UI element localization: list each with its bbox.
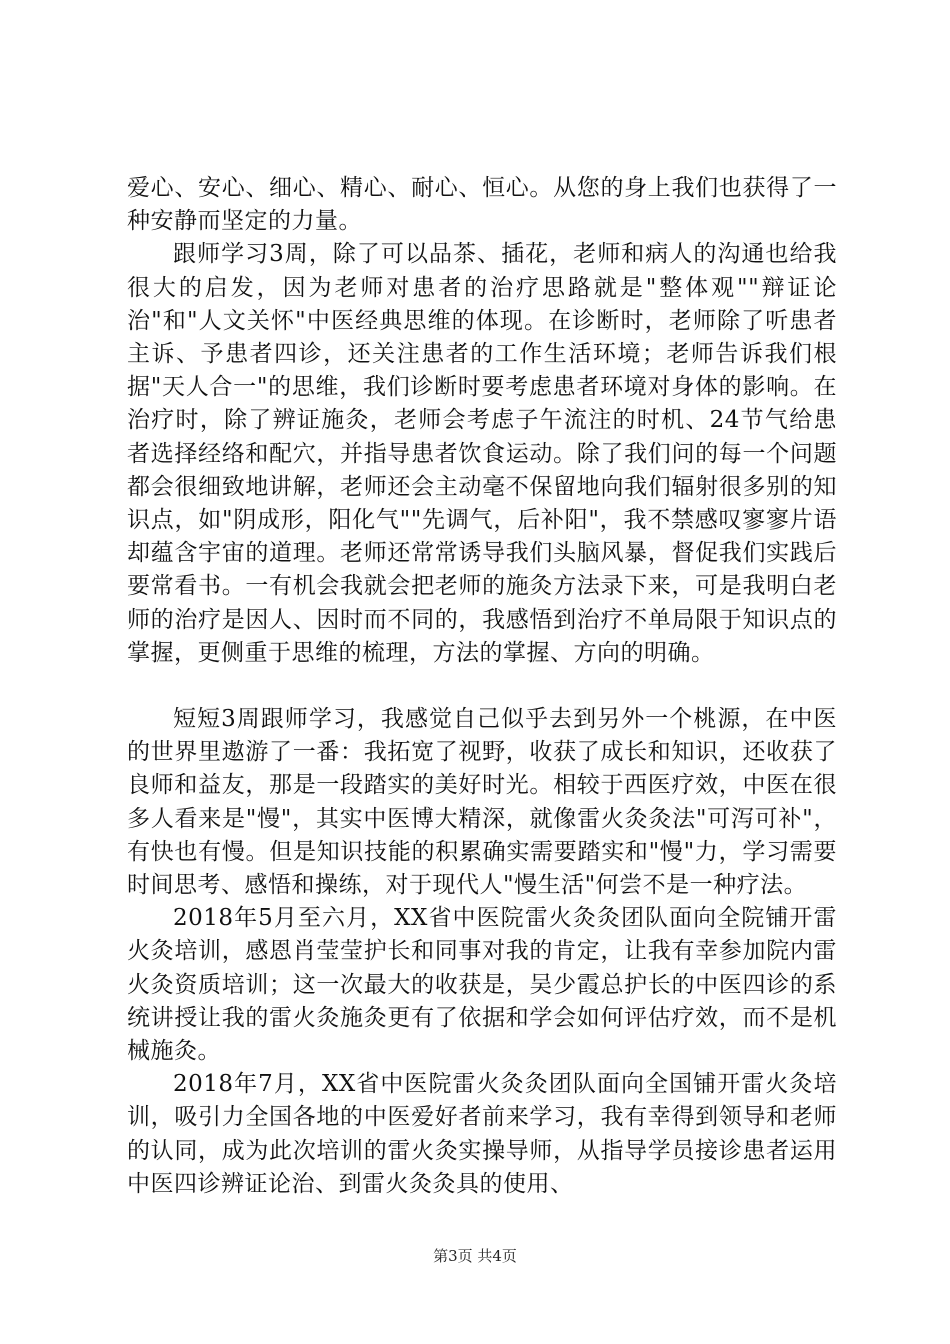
paragraph-gap [127, 670, 837, 703]
paragraph-may-june-2018: 2018年5月至六月，XX省中医院雷火灸灸团队面向全院铺开雷火灸培训，感恩肖莹莹护长和同事对我的肯定，让我有幸参加院内雷火灸资质培训；这一次最大的收获是，吴少霞总护长的中医四诊的系统讲授让我的雷火灸施灸更有了依据和学会如何评估疗效，而不是机械施灸。 [127, 905, 837, 1065]
paragraph-july-2018: 2018年7月，XX省中医院雷火灸灸团队面向全国铺开雷火灸培训，吸引力全国各地的中医爱好者前来学习，我有幸得到领导和老师的认同，成为此次培训的雷火灸实操导师，从指导学员接诊患者运用中医四诊辨证论治、到雷火灸灸具的使用、 [127, 1071, 837, 1197]
paragraph-apprenticeship: 跟师学习3周，除了可以品茶、插花，老师和病人的沟通也给我很大的启发，因为老师对患者的治疗思路就是"整体观""辩证论治"和"人文关怀"中医经典思维的体现。在诊断时，老师除了听患者主诉、予患者四诊，还关注患者的工作生活环境；老师告诉我们根据"天人合一"的思维，我们诊断时要考虑患者环境对身体的影响。在治疗时，除了辨证施灸，老师会考虑子午流注的时机、24节气给患者选择经络和配穴，并指导患者饮食运动。除了我们问的每一个问题都会很细致地讲解，老师还会主动毫不保留地向我们辐射很多别的知识点，如"阴成形，阳化气""先调气，后补阳"，我不禁感叹寥寥片语却蕴含宇宙的道理。老师还常常诱导我们头脑风暴，督促我们实践后要常看书。一有机会我就会把老师的施灸方法录下来，可是我明白老师的治疗是因人、因时而不同的，我感悟到治疗不单局限于知识点的掌握，更侧重于思维的梳理，方法的掌握、方向的明确。 [127, 241, 837, 666]
paragraph-continued: 爱心、安心、细心、精心、耐心、恒心。从您的身上我们也获得了一种安静而坚定的力量。 [127, 175, 837, 235]
document-body [127, 172, 837, 1201]
page-number-footer: 第3页 共4页 [433, 1247, 517, 1265]
paragraph-three-weeks: 短短3周跟师学习，我感觉自己似乎去到另外一个桃源，在中医的世界里遨游了一番：我拓宽了视野，收获了成长和知识，还收获了良师和益友，那是一段踏实的美好时光。相较于西医疗效，中医在很多人看来是"慢"，其实中医博大精深，就像雷火灸灸法"可泻可补"，有快也有慢。但是知识技能的积累确实需要踏实和"慢"力，学习需要时间思考、感悟和操练，对于现代人"慢生活"何尝不是一种疗法。 [127, 706, 837, 899]
